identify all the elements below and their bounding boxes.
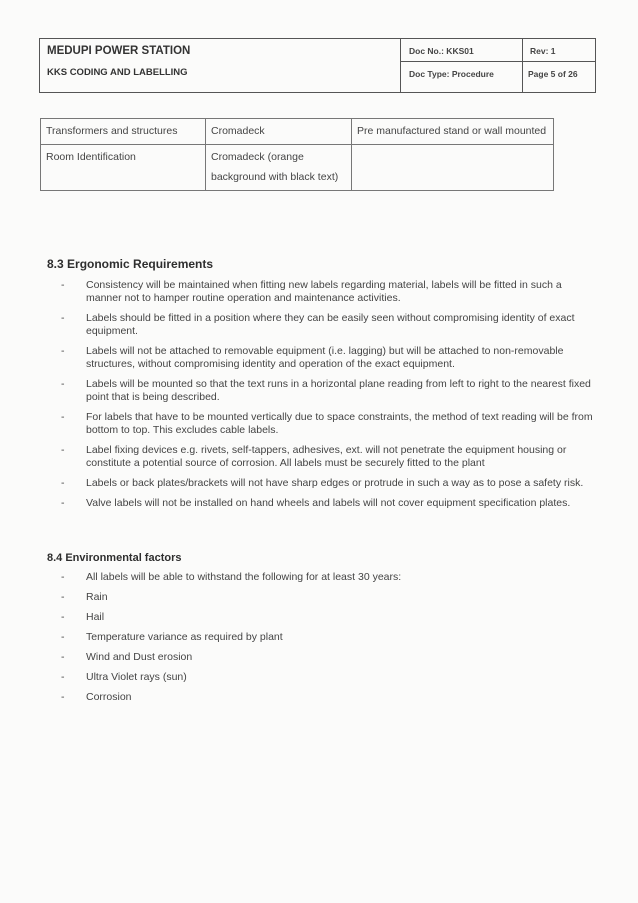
bullet-dash: - (61, 671, 65, 683)
list-item (58, 571, 598, 584)
list-item (58, 345, 594, 371)
list-item-text: Label fixing devices e.g. rivets, self-tappers, adhesives, ext. will not penetrate the equipment housing or constitute a potential source of corrosion. All labels must be securely fitted to the plant (86, 444, 567, 469)
bullet-dash: - (61, 411, 65, 423)
bullet-dash: - (61, 631, 65, 643)
list-item (58, 411, 594, 437)
bullet-dash: - (61, 497, 65, 509)
list-item (58, 444, 594, 470)
table-cell: Cromadeck (orange background with black text) (206, 145, 352, 191)
list-item-text: Corrosion (86, 691, 132, 703)
list-item (58, 378, 594, 404)
doc-type: Doc Type: Procedure (409, 69, 494, 79)
bullet-dash: - (61, 611, 65, 623)
bullet-dash: - (61, 312, 65, 324)
list-item (58, 312, 594, 338)
list-item-text: For labels that have to be mounted vertically due to space constraints, the method of text reading will be from bottom to top. This excludes cable labels. (86, 411, 593, 436)
bullet-dash: - (61, 591, 65, 603)
bullet-dash: - (61, 651, 65, 663)
table-cell: Transformers and structures (41, 119, 206, 145)
list-item (58, 671, 598, 684)
list-item-text: Wind and Dust erosion (86, 651, 193, 663)
header-divider (522, 39, 523, 92)
list-item-text: Rain (86, 591, 108, 603)
bullet-dash: - (61, 571, 65, 583)
list-item-text: Valve labels will not be installed on hand wheels and labels will not cover equipment specification plates. (86, 497, 571, 509)
list-item-text: Labels will not be attached to removable equipment (i.e. lagging) but will be attached to non-removable structures, without compromising identity and operation of the exact equipment. (86, 345, 564, 370)
list-item-text: Labels will be mounted so that the text runs in a horizontal plane reading from left to right to the nearest fixed point that is being described. (86, 378, 591, 403)
revision: Rev: 1 (530, 46, 556, 56)
page-number: Page 5 of 26 (528, 69, 578, 79)
bullet-dash: - (61, 345, 65, 357)
header-divider (400, 39, 401, 92)
bullet-dash: - (61, 279, 65, 291)
list-item (58, 631, 598, 644)
doc-number: Doc No.: KKS01 (409, 46, 474, 56)
bullet-dash: - (61, 444, 65, 456)
bullet-dash: - (61, 378, 65, 390)
table-cell (352, 145, 554, 191)
table-cell: Cromadeck (206, 119, 352, 145)
list-item-text: Labels or back plates/brackets will not have sharp edges or protrude in such a way as to pose a safety risk. (86, 477, 584, 489)
list-item (58, 611, 598, 624)
table-row (41, 145, 554, 191)
list-item-text: Hail (86, 611, 105, 623)
table-cell: Pre manufactured stand or wall mounted (352, 119, 554, 145)
list-item (58, 477, 594, 490)
list-item-text: Temperature variance as required by plant (86, 631, 283, 643)
section-heading-environmental: 8.4 Environmental factors (47, 552, 182, 564)
ergonomic-list (58, 279, 594, 517)
document-subtitle: KKS CODING AND LABELLING (47, 67, 188, 78)
list-item (58, 497, 594, 510)
list-item-text: Consistency will be maintained when fitting new labels regarding material, labels will be fitted in such a manner not to hamper routine operation and maintenance activities. (86, 279, 562, 304)
section-heading-ergonomic: 8.3 Ergonomic Requirements (47, 257, 214, 271)
header-divider (400, 61, 596, 62)
list-item-text: Labels should be fitted in a position where they can be easily seen without compromising identity of exact equipment. (86, 312, 575, 337)
bullet-dash: - (61, 477, 65, 489)
list-item (58, 691, 598, 704)
environmental-list (58, 571, 598, 711)
list-item (58, 651, 598, 664)
list-item-text: All labels will be able to withstand the following for at least 30 years: (86, 571, 402, 583)
table-cell: Room Identification (41, 145, 206, 191)
station-title: MEDUPI POWER STATION (47, 45, 191, 57)
list-item-text: Ultra Violet rays (sun) (86, 671, 187, 683)
bullet-dash: - (61, 691, 65, 703)
table-row (41, 119, 554, 145)
document-header (39, 38, 596, 93)
label-material-table (40, 118, 554, 191)
list-item (58, 279, 594, 305)
list-item (58, 591, 598, 604)
